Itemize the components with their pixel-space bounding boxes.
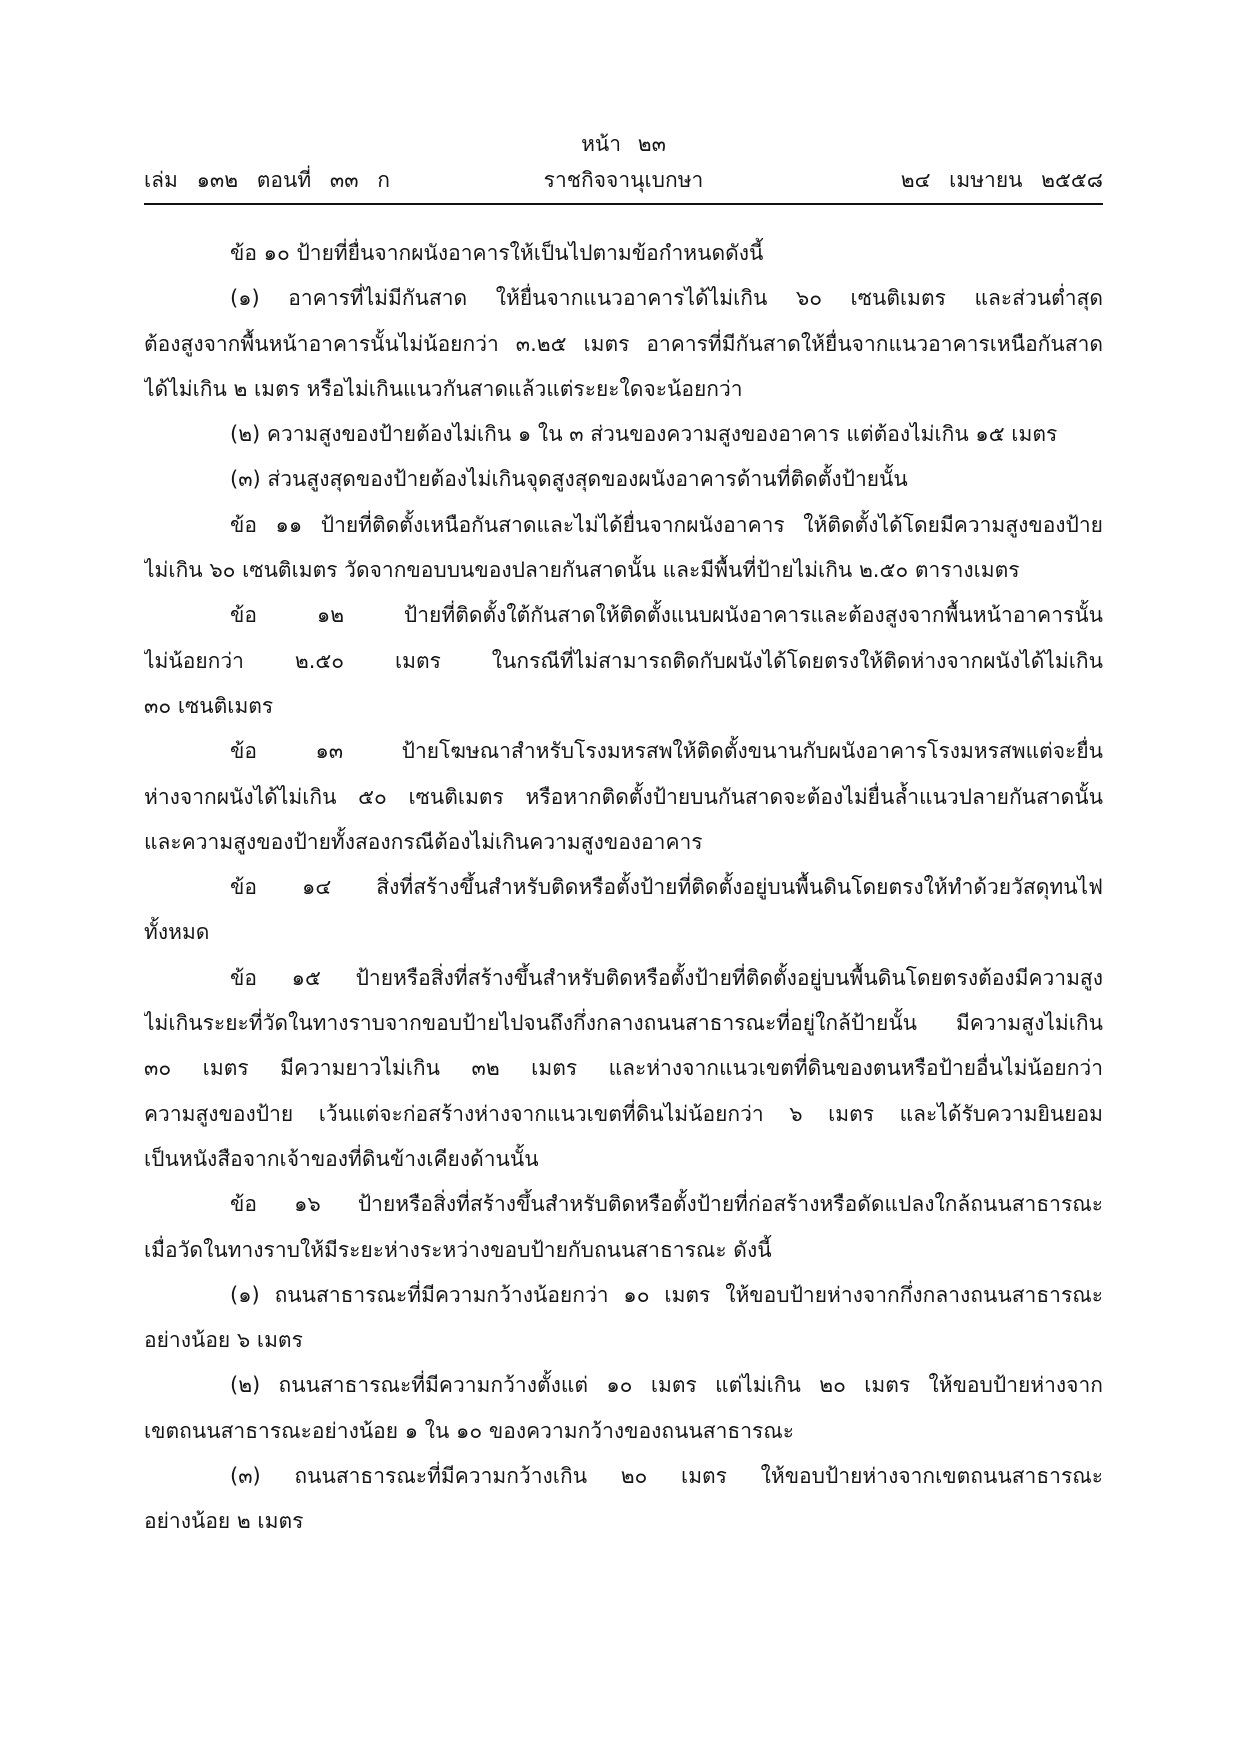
text-line: ข้อ ๑๓ ป้ายโฆษณาสำหรับโรงมหรสพให้ติดตั้งขนานกับผนังอาคารโรงมหรสพแต่จะยื่น <box>230 739 1103 764</box>
publication-title: ราชกิจจานุเบกษา <box>543 168 704 192</box>
text-line: ต้องสูงจากพื้นหน้าอาคารนั้นไม่น้อยกว่า ๓.๒๕ เมตร อาคารที่มีกันสาดให้ยื่นจากแนวอาคารเหนือกันสาด <box>144 331 1103 356</box>
text-line: ข้อ ๑๐ ป้ายที่ยื่นจากผนังอาคารให้เป็นไปตามข้อกำหนดดังนี้ <box>230 241 764 265</box>
clause-10-item-1 <box>144 276 1103 412</box>
text-line: ข้อ ๑๕ ป้ายหรือสิ่งที่สร้างขึ้นสำหรับติดหรือตั้งป้ายที่ติดตั้งอยู่บนพื้นดินโดยตรงต้องมีความสูง <box>230 965 1103 990</box>
text-line: ไม่เกินระยะที่วัดในทางราบจากขอบป้ายไปจนถึงกึ่งกลางถนนสาธารณะที่อยู่ใกล้ป้ายนั้น มีความสูงไม่เกิน <box>144 1011 1103 1036</box>
running-header <box>144 162 1103 198</box>
text-line: ไม่เกิน ๖๐ เซนติเมตร วัดจากขอบบนของปลายกันสาดนั้น และมีพื้นที่ป้ายไม่เกิน ๒.๕๐ ตารางเมตร <box>144 558 1020 583</box>
clause-16-item-3 <box>144 1454 1103 1545</box>
text-line: (๓) ส่วนสูงสุดของป้ายต้องไม่เกินจุดสูงสุดของผนังอาคารด้านที่ติดตั้งป้ายนั้น <box>230 467 908 492</box>
text-line: และความสูงของป้ายทั้งสองกรณีต้องไม่เกินความสูงของอาคาร <box>144 829 703 854</box>
clause-15 <box>144 956 1103 1182</box>
header-divider <box>144 203 1103 205</box>
clause-14 <box>144 865 1103 956</box>
text-line: ข้อ ๑๔ สิ่งที่สร้างขึ้นสำหรับติดหรือตั้งป้ายที่ติดตั้งอยู่บนพื้นดินโดยตรงให้ทำด้วยวัสดุทนไฟ <box>230 875 1103 900</box>
clause-16-item-1 <box>144 1273 1103 1364</box>
text-line: ห่างจากผนังได้ไม่เกิน ๕๐ เซนติเมตร หรือหากติดตั้งป้ายบนกันสาดจะต้องไม่ยื่นล้ำแนวปลายกันสาดนั้น <box>144 784 1103 809</box>
text-line: (๒) ความสูงของป้ายต้องไม่เกิน ๑ ใน ๓ ส่วนของความสูงของอาคาร แต่ต้องไม่เกิน ๑๕ เมตร <box>230 422 1058 447</box>
page-number: หน้า ๒๓ <box>581 132 666 156</box>
text-line: (๑) อาคารที่ไม่มีกันสาด ให้ยื่นจากแนวอาคารได้ไม่เกิน ๖๐ เซนติเมตร และส่วนต่ำสุด <box>230 286 1103 311</box>
text-line: ๓๐ เซนติเมตร <box>144 693 274 718</box>
clause-10-item-2 <box>144 412 1103 457</box>
text-line: (๓) ถนนสาธารณะที่มีความกว้างเกิน ๒๐ เมตร ให้ขอบป้ายห่างจากเขตถนนสาธารณะ <box>230 1464 1103 1489</box>
text-line: อย่างน้อย ๒ เมตร <box>144 1509 304 1534</box>
clause-13 <box>144 729 1103 865</box>
text-line: เป็นหนังสือจากเจ้าของที่ดินข้างเคียงด้านนั้น <box>144 1146 539 1171</box>
text-line: ทั้งหมด <box>144 920 210 945</box>
clause-16 <box>144 1182 1103 1273</box>
text-line: อย่างน้อย ๖ เมตร <box>144 1328 303 1353</box>
clause-16-item-2 <box>144 1363 1103 1454</box>
text-line: ข้อ ๑๑ ป้ายที่ติดตั้งเหนือกันสาดและไม่ได้ยื่นจากผนังอาคาร ให้ติดตั้งได้โดยมีความสูงของป้าย <box>230 512 1103 537</box>
text-line: (๒) ถนนสาธารณะที่มีความกว้างตั้งแต่ ๑๐ เมตร แต่ไม่เกิน ๒๐ เมตร ให้ขอบป้ายห่างจาก <box>230 1373 1103 1398</box>
text-line: ความสูงของป้าย เว้นแต่จะก่อสร้างห่างจากแนวเขตที่ดินไม่น้อยกว่า ๖ เมตร และได้รับความยินยอม <box>144 1101 1103 1126</box>
text-line: ได้ไม่เกิน ๒ เมตร หรือไม่เกินแนวกันสาดแล้วแต่ระยะใดจะน้อยกว่า <box>144 376 743 401</box>
clause-12 <box>144 593 1103 729</box>
clause-10-item-3 <box>144 457 1103 502</box>
clause-11 <box>144 503 1103 594</box>
text-line: ๓๐ เมตร มีความยาวไม่เกิน ๓๒ เมตร และห่างจากแนวเขตที่ดินของตนหรือป้ายอื่นไม่น้อยกว่า <box>144 1056 1103 1081</box>
text-line: เขตถนนสาธารณะอย่างน้อย ๑ ใน ๑๐ ของความกว้างของถนนสาธารณะ <box>144 1418 795 1443</box>
publication-date: ๒๔ เมษายน ๒๕๕๘ <box>900 168 1103 192</box>
document-body <box>144 231 1103 1545</box>
clause-10 <box>144 231 1103 276</box>
volume-issue: เล่ม ๑๓๒ ตอนที่ ๓๓ ก <box>144 168 390 192</box>
text-line: ข้อ ๑๖ ป้ายหรือสิ่งที่สร้างขึ้นสำหรับติดหรือตั้งป้ายที่ก่อสร้างหรือดัดแปลงใกล้ถนนสาธารณะ <box>230 1192 1103 1217</box>
text-line: ข้อ ๑๒ ป้ายที่ติดตั้งใต้กันสาดให้ติดตั้งแนบผนังอาคารและต้องสูงจากพื้นหน้าอาคารนั้น <box>230 603 1103 628</box>
text-line: (๑) ถนนสาธารณะที่มีความกว้างน้อยกว่า ๑๐ เมตร ให้ขอบป้ายห่างจากกึ่งกลางถนนสาธารณะ <box>230 1282 1103 1307</box>
text-line: เมื่อวัดในทางราบให้มีระยะห่างระหว่างขอบป้ายกับถนนสาธารณะ ดังนี้ <box>144 1237 772 1262</box>
text-line: ไม่น้อยกว่า ๒.๕๐ เมตร ในกรณีที่ไม่สามารถติดกับผนังได้โดยตรงให้ติดห่างจากผนังได้ไม่เกิน <box>144 648 1103 673</box>
